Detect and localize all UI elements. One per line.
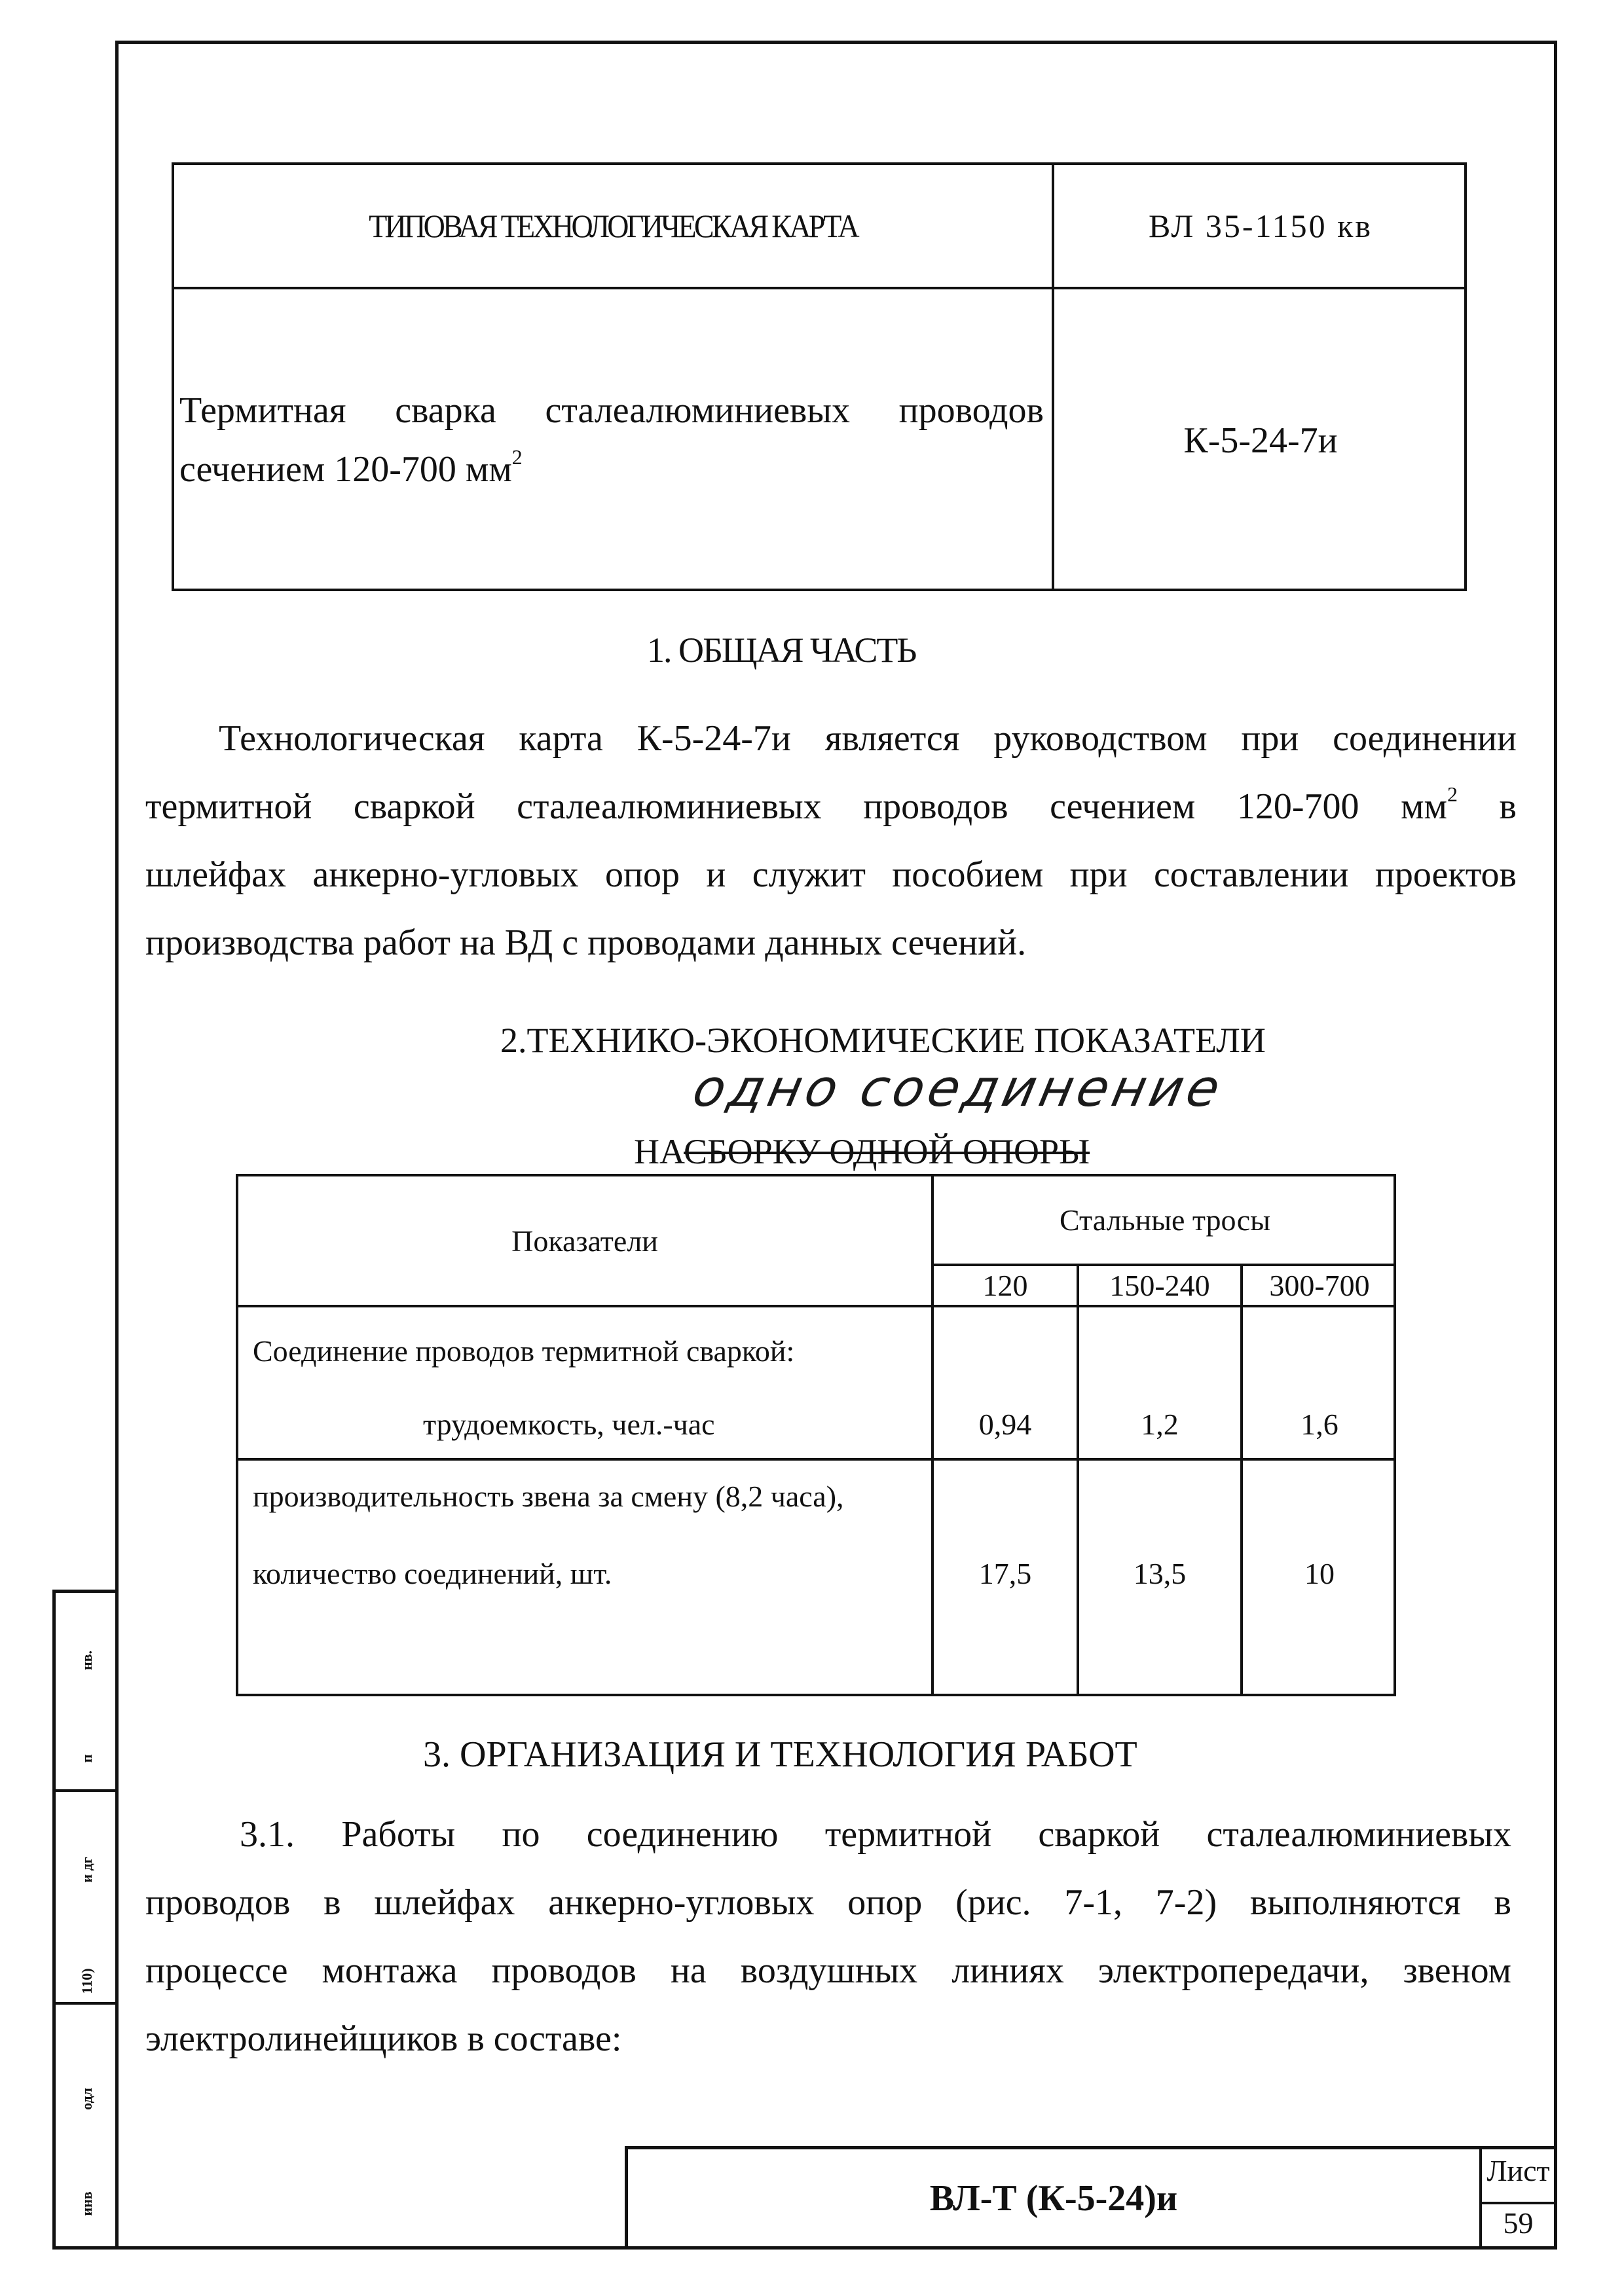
col-header-150-240: 150-240 bbox=[1109, 1269, 1210, 1302]
sheet-number: 59 bbox=[1503, 2206, 1534, 2240]
row1-value: 1,6 bbox=[1301, 1408, 1338, 1441]
row1-value: 1,2 bbox=[1141, 1408, 1179, 1441]
strip-divider bbox=[56, 1789, 115, 1792]
sheet-label: Лист bbox=[1486, 2154, 1550, 2187]
row1-value: 0,94 bbox=[978, 1408, 1032, 1441]
card-code: К-5-24-7и bbox=[1183, 420, 1338, 461]
doc-title-line2: сечением 120-700 $мм^2$ bbox=[179, 445, 523, 490]
strip-label: инв bbox=[79, 2191, 95, 2216]
title-block-stamp bbox=[625, 2146, 1557, 2250]
header-table bbox=[172, 162, 1467, 591]
section2-heading: 2.ТЕХНИКО-ЭКОНОМИЧЕСКИЕ ПОКАЗАТЕЛИ bbox=[500, 1021, 1266, 1060]
handwritten-note: одно соединение bbox=[688, 1059, 1229, 1118]
strip-label: одл bbox=[79, 2088, 95, 2110]
section1-paragraph: Технологическая карта К-5-24-7и является руководством при соединении термитной сваркой сталеалюминиевых проводов сечением 120-700 $мм^2$ в шлейфах анкерно-угловых опор и служит пособием при составлении проектов производства работ на ВД с проводами данных сечений. bbox=[145, 718, 1517, 963]
section2-subheading-struck: СБОРКУ ОДНОЙ ОПОРЫ bbox=[684, 1132, 1090, 1171]
side-stamp-strip bbox=[52, 1590, 115, 2250]
strip-label: п bbox=[79, 1754, 95, 1763]
row1-label-b: трудоемкость, чел.-час bbox=[423, 1408, 715, 1441]
col-header-120: 120 bbox=[982, 1269, 1028, 1302]
voltage-range: ВЛ 35-1150 кв bbox=[1148, 208, 1373, 244]
section1-heading: 1. ОБЩАЯ ЧАСТЬ bbox=[647, 630, 916, 670]
row2-value: 17,5 bbox=[978, 1557, 1032, 1590]
row2-value: 13,5 bbox=[1133, 1557, 1187, 1590]
row2-value: 10 bbox=[1304, 1557, 1335, 1590]
section2-subheading-prefix: НА bbox=[634, 1132, 685, 1171]
strip-label: 110) bbox=[79, 1968, 95, 1994]
col-header-indicators: Показатели bbox=[511, 1224, 658, 1258]
row1-label-a: Соединение проводов термитной сваркой: bbox=[253, 1334, 795, 1368]
strip-label: и дг bbox=[79, 1857, 95, 1883]
section3-heading: 3. ОРГАНИЗАЦИЯ И ТЕХНОЛОГИЯ РАБОТ bbox=[423, 1734, 1137, 1775]
col-header-300-700: 300-700 bbox=[1269, 1269, 1370, 1302]
row2-label-a: производительность звена за смену (8,2 часа), bbox=[253, 1480, 844, 1513]
indicators-table bbox=[236, 1174, 1396, 1696]
doc-title-line1: Термитная сварка сталеалюминиевых проводов bbox=[179, 390, 1044, 431]
strip-label: нв. bbox=[79, 1650, 95, 1671]
col-header-group: Стальные тросы bbox=[1059, 1203, 1271, 1237]
stamp-doc-code: ВЛ-Т (К-5-24)и bbox=[929, 2178, 1178, 2219]
doc-type-label: ТИПОВАЯ ТЕХНОЛОГИЧЕСКАЯ КАРТА bbox=[369, 208, 857, 244]
section3-paragraph: 3.1. Работы по соединению термитной сваркой сталеалюминиевых проводов в шлейфах анкерно-угловых опор (рис. 7-1, 7-2) выполняются в процессе монтажа проводов на воздушных линиях электропередачи, звеном электролинейщиков в составе: bbox=[145, 1814, 1511, 2059]
row2-label-b: количество соединений, шт. bbox=[253, 1557, 612, 1590]
